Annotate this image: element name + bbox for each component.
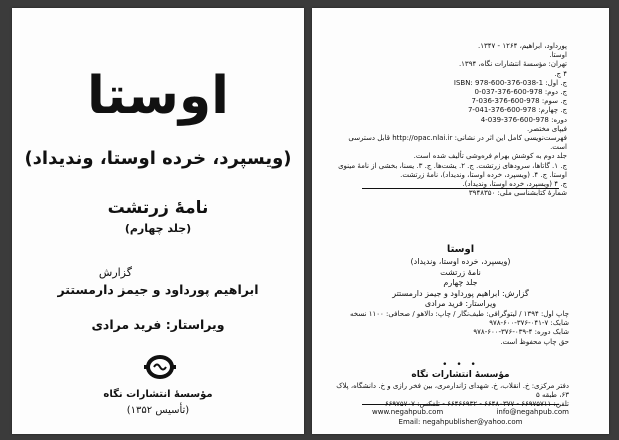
- divider-top: [362, 188, 559, 189]
- publisher-established: (تأسیس ۱۳۵۲): [126, 405, 190, 416]
- address-line: دفتر مرکزی: خ. انقلاب، خ. شهدای ژاندارمری، بین فخر رازی و خ. دانشگاه، پلاک ۶۳، طبقه ۵: [336, 382, 569, 400]
- catalog-line: پورداود، ابراهیم، ۱۲۶۴ - ۱۳۴۷.: [478, 42, 567, 50]
- catalog-line: ج. سوم: 978-600-376-036-7: [471, 97, 567, 106]
- catalog-line: ج. دوم: 978-600-376-037-0: [474, 88, 567, 97]
- authors: ابراهیم پورداود و جیمز دارمستتر: [57, 282, 259, 297]
- publisher-name: مؤسسهٔ انتشارات نگاه: [103, 389, 213, 400]
- contact-row: [372, 408, 569, 416]
- colophon-book: نامهٔ زرتشت: [440, 268, 481, 277]
- details-line: حق چاپ محفوظ است.: [500, 337, 569, 346]
- divider-bottom: [362, 404, 559, 405]
- colophon-subtitle: (ویسپرد، خرده اوستا، وندیداد): [410, 257, 511, 266]
- catalog-block: [337, 42, 567, 198]
- website-link[interactable]: www.negahpub.com: [372, 408, 444, 416]
- catalog-line: فهرست‌نویسی کامل این اثر در نشانی: http://opac.nlai.ir قابل دسترسی است.: [348, 134, 567, 152]
- colophon-report: گزارش: ابراهیم پورداود و جیمز دارمستتر: [392, 289, 529, 298]
- email-link-1[interactable]: info@negahpub.com: [496, 408, 569, 416]
- email-link-2[interactable]: Email: negahpublisher@yahoo.com: [398, 418, 523, 426]
- catalog-line: شمارهٔ کتابشناسی ملی: ۳۹۴۸۳۵۰: [468, 189, 567, 198]
- book-series: نامهٔ زرتشت: [107, 198, 209, 218]
- catalog-line: تهران: مؤسسهٔ انتشارات نگاه، ۱۳۹۴.: [458, 60, 567, 69]
- book-subtitle: (ویسپرد، خرده اوستا، وندیداد): [24, 148, 292, 169]
- colophon-title: اوستا: [446, 244, 475, 255]
- details-line: شابک دوره: ۴-۰۳۹-۳۷۶-۶۰۰-۹۷۸: [473, 328, 569, 337]
- colophon-editor: ویراستار: فرید مرادی: [424, 299, 497, 308]
- catalog-line: ج. ۴ (ویسپرد، خرده اوستا، وندیداد).: [462, 180, 567, 189]
- address-block: [333, 382, 569, 410]
- right-page: [312, 8, 609, 434]
- catalog-line: ج. چهارم: 978-600-376-041-7: [467, 106, 567, 115]
- catalog-line: دوره: 978-600-376-039-4: [480, 115, 567, 124]
- report-label: گزارش: [98, 266, 132, 279]
- catalog-line: جلد دوم به کوشش بهرام فره‌وشی تألیف شده است.: [413, 152, 567, 161]
- catalog-line: اوستا.: [549, 51, 567, 60]
- publisher-logo-icon: [142, 352, 178, 382]
- colophon-details: [339, 310, 569, 347]
- colophon-publisher: مؤسسهٔ انتشارات نگاه: [411, 370, 510, 380]
- volume-label: (جلد چهارم): [124, 222, 192, 235]
- left-page: [12, 8, 304, 434]
- address-line: تلفن: ۶۶۹۷۵۷۱۱ - ۶۶۴۸۰۳۷۷ - ۶۶۴۶۶۹۳۲ - تلفکس: ۶۶۹۷۵۷۰۷: [384, 400, 569, 409]
- catalog-line: ج. ۱. گاتاها، سرودهای زرتشت. ج. ۲. یشت‌ها. ج. ۳. یسنا، بخشی از نامهٔ مینوی اوستا. ج. ۴. (ویسپرد، خرده اوستا، وندیداد)، نامهٔ زرتشت.: [338, 161, 567, 179]
- colophon-volume: جلد چهارم: [443, 278, 478, 287]
- catalog-line: ۴ ج.: [554, 69, 567, 78]
- details-line: چاپ اول: ۱۳۹۴ / لیتوگرافی: طیف‌نگار / چاپ: دالاهو / صحافی: ۱۱۰۰ نسخه: [350, 310, 569, 318]
- separator-dots: • • •: [442, 360, 479, 370]
- details-line: شابک: ۷-۰۴۱-۳۷۶-۶۰۰-۹۷۸: [489, 319, 569, 328]
- editor: ویراستار: فرید مرادی: [91, 317, 225, 332]
- book-title: اوستا: [86, 66, 230, 126]
- catalog-line: فیپای مختصر.: [527, 124, 567, 133]
- catalog-line: ج. اول: ISBN: 978-600-376-038-1: [453, 78, 567, 87]
